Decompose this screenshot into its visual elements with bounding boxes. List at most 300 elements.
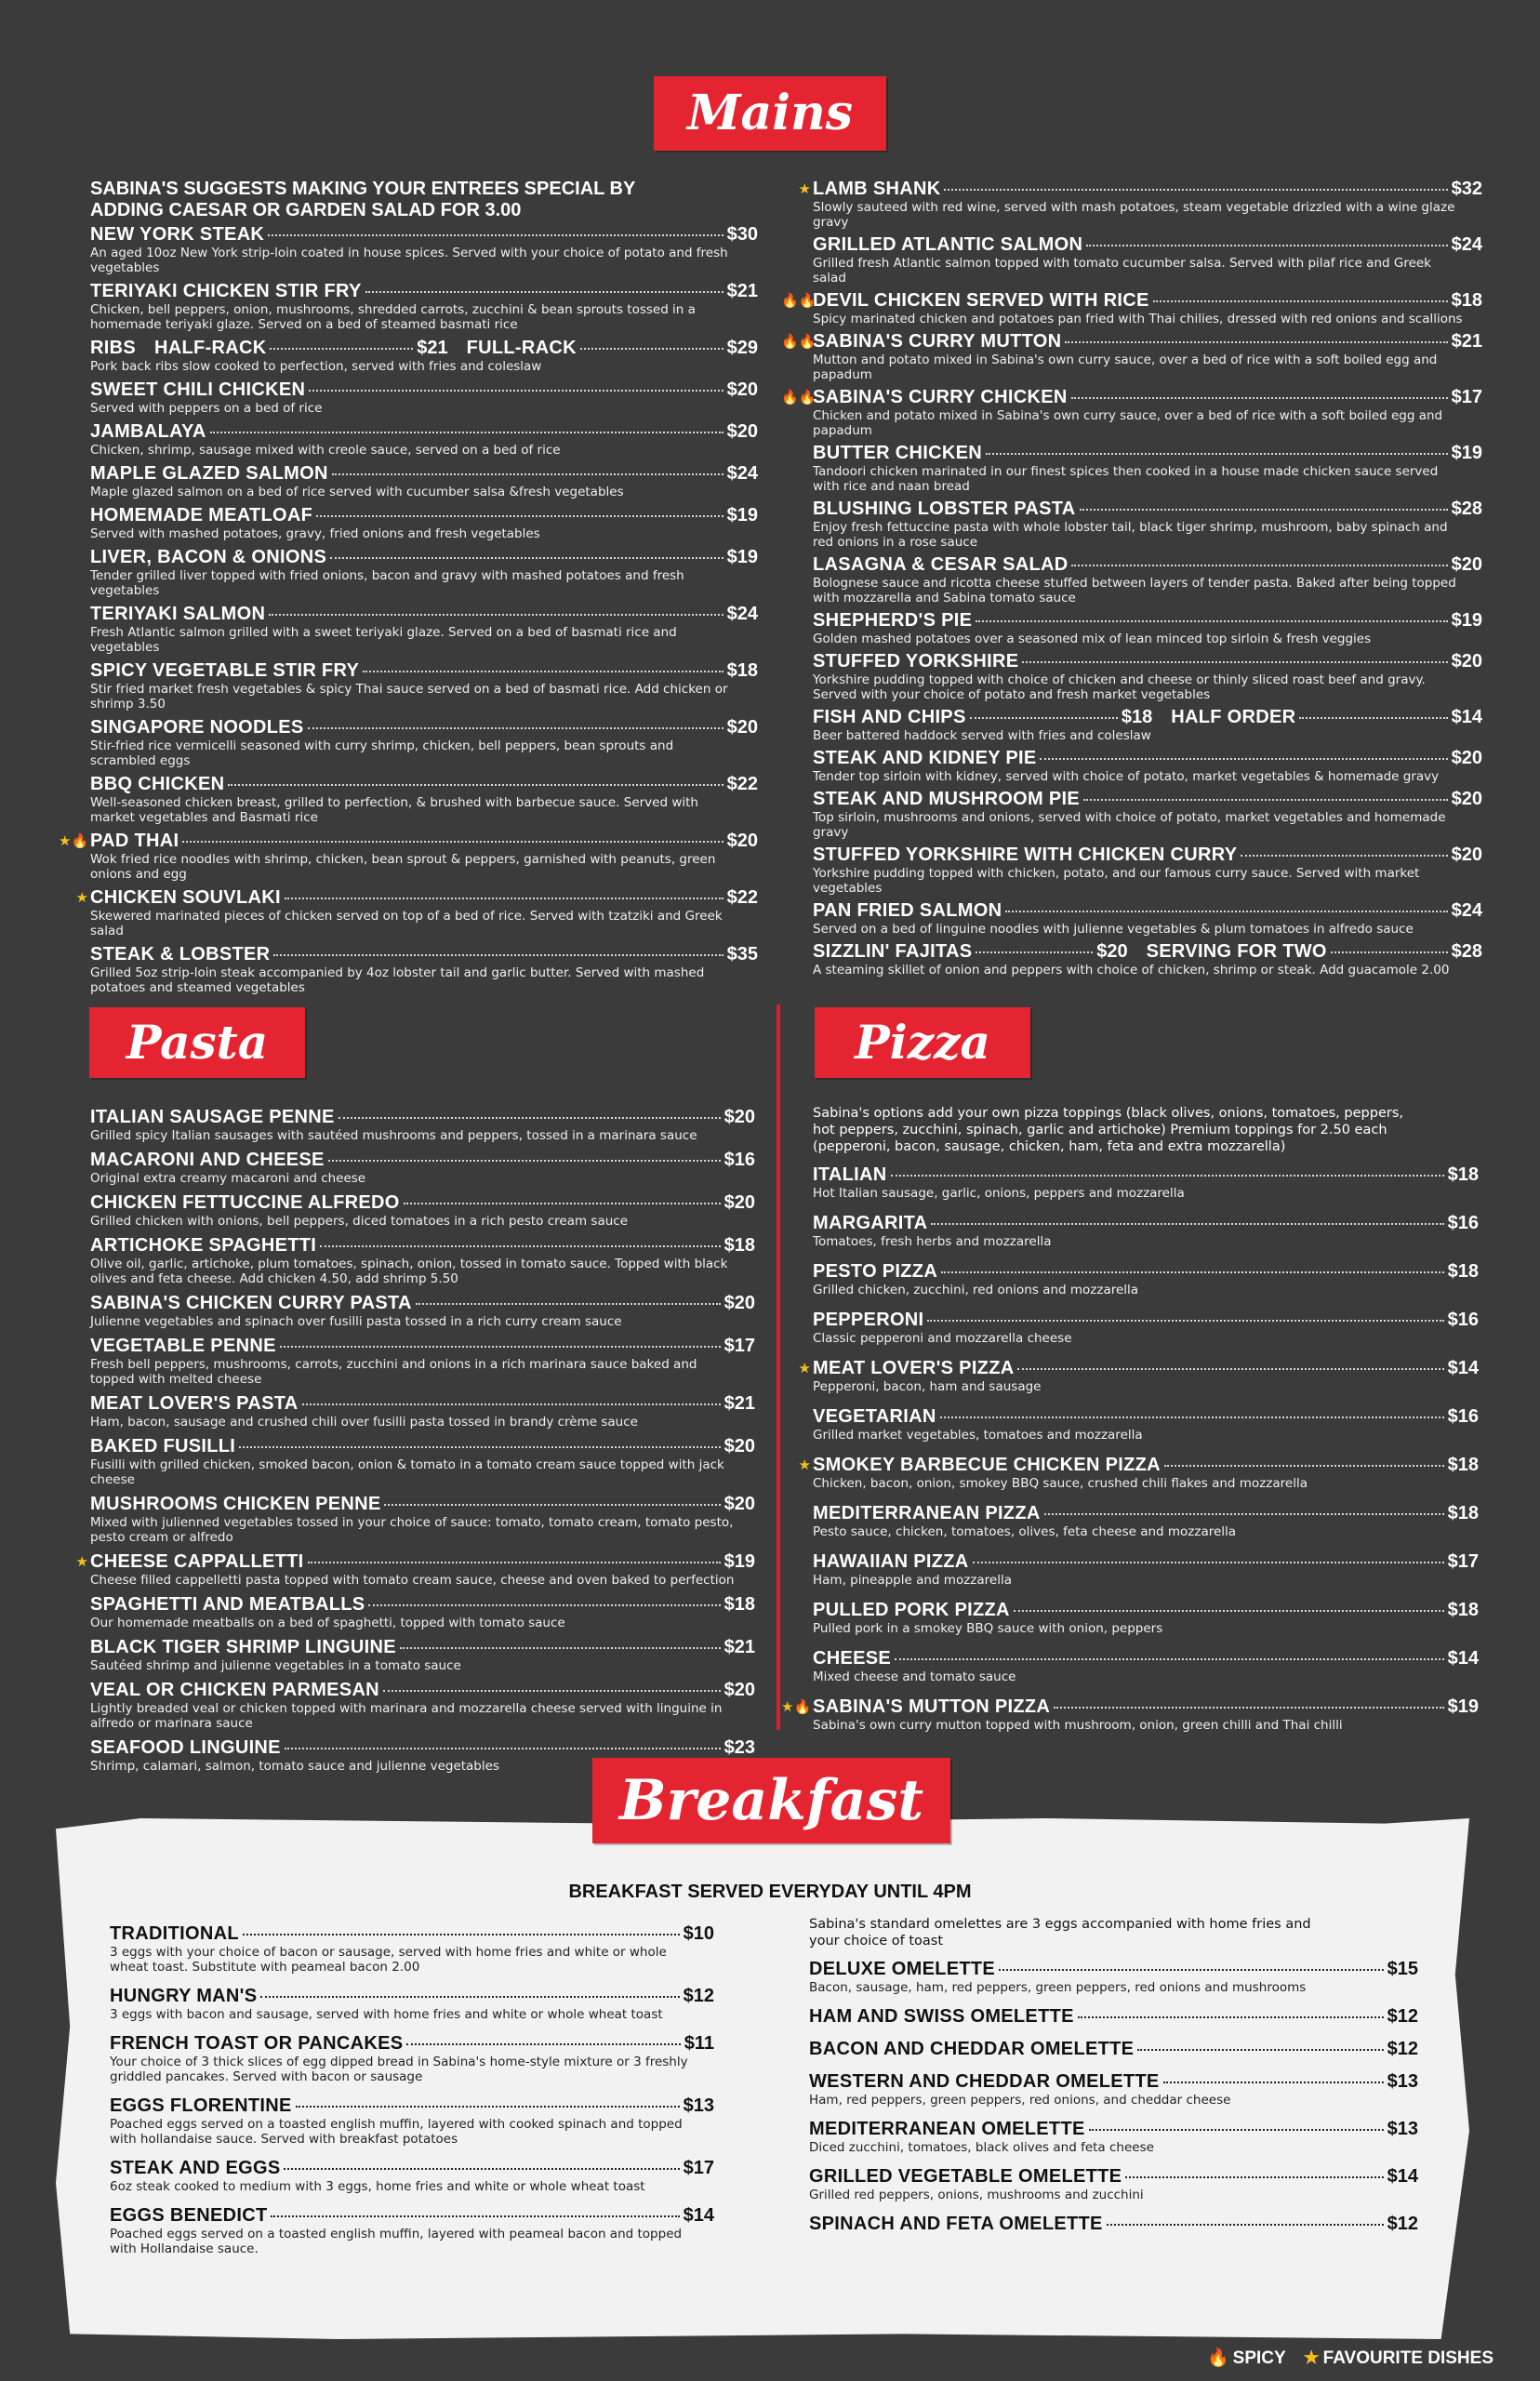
item-description: Grilled fresh Atlantic salmon topped with tomato cucumber salsa. Served with pilaf rice and Greek salad [813,256,1432,286]
menu-item [813,1406,1479,1443]
item-price: $19 [726,547,758,567]
dot-leader [285,898,724,899]
item-price: $18 [1447,1164,1479,1185]
item-name: STUFFED YORKSHIRE [813,651,1019,672]
menu-item [809,2071,1418,2108]
dot-leader [1153,300,1448,302]
item-name: BBQ CHICKEN [90,774,225,794]
menu-item [90,1293,755,1329]
dot-leader [973,1562,1444,1563]
item-price: $24 [726,604,758,624]
menu-item [90,1150,755,1186]
item-line [110,1923,714,1945]
dot-leader [895,1658,1444,1660]
item-line [90,281,758,302]
dot-leader [941,1271,1444,1273]
item-line [813,234,1482,256]
dot-leader [332,473,724,475]
item-price: $19 [1447,1696,1479,1717]
item-variant-price: $14 [1451,707,1483,727]
item-price: $12 [1387,2039,1418,2059]
item-line [90,1680,755,1701]
dot-leader [368,1604,720,1606]
star-icon: ★ [75,1553,88,1570]
dot-leader [1086,245,1447,246]
menu-item [813,554,1482,605]
item-description: Bolognese sauce and ricotta cheese stuffed between layers of tender pasta. Baked after being topped with mozzarella and Sabina tomato sauce [813,576,1456,605]
menu-item [813,443,1482,494]
breakfast-left-list [110,1923,714,2256]
menu-item [90,463,758,499]
menu-item [781,331,1482,382]
item-description: Julienne vegetables and spinach over fusilli pasta tossed in a rich curry cream sauce [90,1314,622,1329]
menu-item [90,1107,755,1143]
item-line [90,224,758,246]
item-price: $22 [726,887,758,908]
item-price: $35 [726,944,758,964]
item-price: $16 [1447,1310,1479,1330]
item-description: Served on a bed of linguine noodles with julienne vegetables & plum tomatoes in alfredo sauce [813,922,1414,937]
breakfast-right-list [809,1959,1418,2235]
fire-icon: 🔥 [1206,2348,1229,2368]
item-description: Your choice of 3 thick slices of egg dipped bread in Sabina's home-style mixture or 3 freshly griddled pancakes. Served with bacon or sausage [110,2055,688,2084]
item-description: A steaming skillet of onion and peppers with choice of chicken, shrimp or steak. Add guacamole 2.00 [813,963,1450,978]
item-description: Diced zucchini, tomatoes, black olives and feta cheese [809,2140,1154,2155]
omelette-note: Sabina's standard omelettes are 3 eggs accompanied with home fries and your choice of toast [809,1917,1311,1949]
menu-item [90,774,758,825]
breakfast-hours: BREAKFAST SERVED EVERYDAY UNTIL 4PM [568,1882,972,1902]
item-name: STEAK AND MUSHROOM PIE [813,789,1080,809]
item-name: MARGARITA [813,1213,928,1233]
dot-leader [999,1969,1384,1971]
item-line [90,1336,755,1357]
item-description: Ham, bacon, sausage and crushed chili over fusilli pasta tossed in brandy crème sauce [90,1415,638,1430]
item-price: $24 [1451,900,1482,921]
item-line [809,2119,1418,2140]
item-description: Pesto sauce, chicken, tomatoes, olives, feta cheese and mozzarella [813,1524,1237,1539]
fire-icon: 🔥🔥 [781,292,816,309]
item-line [110,2205,714,2227]
menu-item [813,610,1482,646]
item-name: SABINA'S MUTTON PIZZA [813,1696,1051,1717]
item-variant-price: $18 [1121,707,1153,727]
dot-leader [891,1175,1444,1177]
item-line [90,1637,755,1658]
item-description: Olive oil, garlic, artichoke, plum tomatoes, spinach, onion, tossed in tomato sauce. Topped with black olives and feta cheese. Add chicken 4.50, add shrimp 5.50 [90,1257,728,1286]
item-description: Tandoori chicken marinated in our finest spices then cooked in a house made chicken sauce served with rice and naan bread [813,464,1439,494]
star-icon: ★ [75,889,88,906]
item-name: TRADITIONAL [110,1923,239,1944]
item-name: RIBS [90,338,136,358]
menu-item [813,651,1482,702]
item-name: PAD THAI [90,831,179,851]
item-name: MACARONI AND CHEESE [90,1150,325,1170]
item-price: $10 [683,1923,714,1944]
item-price: $20 [726,421,758,442]
item-line [813,290,1482,312]
item-name: LAMB SHANK [813,179,941,199]
item-description: Grilled chicken with onions, bell peppers, diced tomatoes in a rich pesto cream sauce [90,1214,628,1229]
item-name: STUFFED YORKSHIRE WITH CHICKEN CURRY [813,845,1238,865]
dot-leader [931,1223,1443,1225]
menu-item [813,900,1482,937]
item-description: Stir fried market fresh vegetables & spicy Thai sauce served on a bed of basmati rice. Add chicken or shrimp 3.50 [90,682,728,712]
dot-leader [986,453,1448,455]
dot-leader [976,951,1093,953]
item-line [813,610,1482,632]
pizza-list [781,1164,1479,1733]
pizza-column [781,1105,1479,1745]
item-description: Tender top sirloin with kidney, served with choice of potato, market vegetables & homemade gravy [813,769,1440,784]
item-price: $11 [684,2033,714,2054]
item-line [809,2166,1418,2188]
item-line [813,331,1482,352]
item-price: $14 [683,2205,714,2226]
item-price: $20 [724,1680,755,1700]
item-line [90,1192,755,1214]
dot-leader [383,1690,721,1692]
menu-item [75,887,758,938]
item-description: Beer battered haddock served with fries and coleslaw [813,728,1151,743]
item-price: $18 [1451,290,1482,311]
item-description: Maple glazed salmon on a bed of rice served with cucumber salsa &fresh vegetables [90,485,624,499]
dot-leader [1054,1707,1443,1709]
dot-leader [273,954,723,956]
mains-right-list [781,179,1483,978]
item-line [813,1648,1479,1669]
item-name: SPAGHETTI AND MEATBALLS [90,1594,365,1615]
item-name: DELUXE OMELETTE [809,1959,996,1979]
legend-favourite: FAVOURITE DISHES [1322,2348,1494,2368]
item-price: $20 [1451,748,1482,768]
item-price: $19 [1451,443,1482,463]
item-price: $17 [683,2158,714,2178]
fire-icon: 🔥 [793,1698,812,1715]
item-line [809,1959,1418,1980]
item-line [813,1310,1479,1331]
item-line [813,845,1482,866]
item-price: $18 [1447,1503,1479,1523]
item-price: $17 [724,1336,755,1356]
item-price: $28 [1451,499,1482,519]
dot-leader [308,727,724,729]
item-variant-name: SERVING FOR TWO [1146,941,1327,962]
item-name: SMOKEY BARBECUE CHICKEN PIZZA [813,1455,1161,1475]
dot-leader [363,671,724,672]
item-name: SHEPHERD'S PIE [813,610,973,631]
item-line [90,1393,755,1415]
menu-item [90,604,758,655]
menu-item [781,387,1482,438]
item-name: SABINA'S CURRY MUTTON [813,331,1062,352]
item-description: Classic pepperoni and mozzarella cheese [813,1331,1072,1346]
item-name: LASAGNA & CESAR SALAD [813,554,1069,575]
item-line [90,547,758,568]
item-name: HUNGRY MAN'S [110,1986,258,2006]
item-description: Fresh bell peppers, mushrooms, carrots, zucchini and onions in a rich marinara sauce baked and topped with melted cheese [90,1357,697,1387]
item-line [813,1213,1479,1234]
breakfast-left-column [110,1923,714,2268]
item-variant-price: $28 [1451,941,1482,962]
menu-item [59,831,758,882]
dot-leader [243,1934,680,1935]
item-variant-price: $20 [1096,941,1128,962]
item-name: PAN FRIED SALMON [813,900,1002,921]
dot-leader [365,291,724,293]
item-price: $20 [726,717,758,738]
item-description: Chicken and potato mixed in Sabina's own curry sauce, over a bed of rice with a soft boiled egg and papadum [813,408,1443,438]
item-description: Served with peppers on a bed of rice [90,401,323,416]
item-price: $21 [724,1393,755,1414]
item-name: DEVIL CHICKEN SERVED WITH RICE [813,290,1149,311]
item-description: Grilled red peppers, onions, mushrooms and zucchini [809,2188,1144,2202]
item-price: $16 [1447,1213,1479,1233]
menu-item [90,944,758,995]
menu-item [110,2158,714,2194]
item-line [90,1107,755,1128]
item-description: Ham, red peppers, green peppers, red onions, and cheddar cheese [809,2093,1231,2108]
item-description: Cheese filled cappelletti pasta topped with tomato cream sauce, cheese and oven baked to perfection [90,1573,735,1588]
fire-icon: 🔥🔥 [781,389,816,406]
menu-item [813,234,1482,286]
dot-leader [1125,2176,1383,2178]
item-price: $18 [1447,1600,1479,1620]
star-icon: ★ [798,1457,811,1473]
favourite-marker [59,1553,88,1570]
menu-item [809,1959,1418,1995]
pasta-heading: Pasta [89,1007,305,1078]
dot-leader [328,1160,721,1162]
menu-item [90,379,758,416]
fire-icon: 🔥🔥 [781,333,816,350]
menu-item [813,941,1482,978]
item-price: $12 [1387,2214,1418,2234]
item-price: $18 [1447,1455,1479,1475]
item-description: Pepperoni, bacon, ham and sausage [813,1379,1042,1394]
favourite-marker [781,1360,811,1377]
dot-leader [1005,911,1447,912]
item-price: $20 [726,379,758,400]
item-price: $19 [726,505,758,525]
item-description: Grilled market vegetables, tomatoes and mozzarella [813,1428,1143,1443]
dot-leader [1137,2049,1383,2051]
item-name: GRILLED ATLANTIC SALMON [813,234,1083,255]
item-price: $22 [726,774,758,794]
menu-item [809,2166,1418,2202]
item-name: ITALIAN SAUSAGE PENNE [90,1107,335,1127]
item-line [90,1293,755,1314]
item-name: BLACK TIGER SHRIMP LINGUINE [90,1637,396,1657]
item-price: $20 [1451,651,1482,672]
menu-item [809,2006,1418,2028]
item-line [90,421,758,443]
dot-leader [1089,2129,1384,2131]
dot-leader [404,1203,721,1204]
dot-leader [1022,661,1447,663]
item-name: SPINACH AND FETA OMELETTE [809,2214,1103,2234]
item-name: MAPLE GLAZED SALMON [90,463,328,484]
favourite-marker [781,1457,811,1473]
menu-item [813,1164,1479,1201]
item-price: $20 [724,1436,755,1457]
item-name: GRILLED VEGETABLE OMELETTE [809,2166,1122,2187]
item-line [813,748,1482,769]
dot-leader [239,1446,721,1448]
item-line [90,717,758,738]
item-line [813,443,1482,464]
item-price: $20 [726,831,758,851]
item-name: STEAK AND KIDNEY PIE [813,748,1037,768]
favourite-marker [781,333,816,350]
item-line [90,831,758,852]
dot-leader [1299,717,1447,719]
pasta-column [75,1107,755,1780]
item-description: Sautéed shrimp and julienne vegetables in a tomato sauce [90,1658,461,1673]
menu-item [90,1594,755,1630]
favourite-marker [781,1698,811,1715]
item-description: Original extra creamy macaroni and cheese [90,1171,366,1186]
item-description: Served with mashed potatoes, gravy, fried onions and fresh vegetables [90,526,540,541]
item-description: Hot Italian sausage, garlic, onions, peppers and mozzarella [813,1186,1185,1201]
item-description: Well-seasoned chicken breast, grilled to perfection, & brushed with barbecue sauce. Served with market vegetables and Basmati rice [90,795,698,825]
item-line [90,604,758,625]
item-line [813,387,1482,408]
dot-leader [269,614,723,616]
item-name: EGGS BENEDICT [110,2205,268,2226]
item-name: MEAT LOVER'S PIZZA [813,1358,1015,1378]
item-name: SWEET CHILI CHICKEN [90,379,306,400]
mains-heading: Mains [654,76,886,151]
menu-item [90,1680,755,1731]
dot-leader [309,390,723,392]
menu-item [809,2119,1418,2155]
favourite-marker [59,832,88,849]
item-line [90,660,758,682]
dot-leader [1331,951,1448,953]
item-line [90,1737,755,1759]
menu-item [110,2095,714,2147]
dot-leader [210,432,724,433]
item-name: ITALIAN [813,1164,887,1185]
dot-leader [944,189,1447,191]
dot-leader [302,1403,721,1405]
dot-leader [1040,758,1447,760]
item-price: $16 [724,1150,755,1170]
fire-icon: 🔥 [71,832,89,849]
menu-item [90,224,758,275]
dot-leader [285,1748,721,1749]
dot-leader [296,2106,680,2108]
menu-item [110,1923,714,1975]
item-name: BUTTER CHICKEN [813,443,982,463]
menu-item [90,547,758,598]
item-line [809,2006,1418,2028]
item-line [90,463,758,485]
item-name: MEDITERRANEAN PIZZA [813,1503,1041,1523]
item-name: PEPPERONI [813,1310,924,1330]
item-line [110,2033,714,2055]
item-line [813,179,1482,200]
item-description: Chicken, bell peppers, onion, mushrooms, shredded carrots, zucchini & bean sprouts tossed in a homemade teriyaki glaze. Served on a bed of steamed basmati rice [90,302,696,332]
menu-item [90,281,758,332]
item-variant-price: $29 [726,338,758,358]
item-description: Tender grilled liver topped with fried onions, bacon and gravy with mashed potatoes and fresh vegetables [90,568,684,598]
dot-leader [1017,1368,1443,1370]
item-price: $13 [1387,2071,1418,2092]
item-description: Pulled pork in a smokey BBQ sauce with onion, peppers [813,1621,1163,1636]
menu-item [90,505,758,541]
star-icon: ★ [781,1698,794,1715]
item-description: Sabina's own curry mutton topped with mushroom, onion, green chilli and Thai chilli [813,1718,1343,1733]
item-price: $21 [726,281,758,301]
menu-item [798,1455,1479,1491]
item-name: SIZZLIN' FAJITAS [813,941,973,962]
dot-leader [1107,2224,1384,2226]
item-description: Enjoy fresh fettuccine pasta with whole lobster tail, black tiger shrimp, mushroom, baby spinach and red onions in a rose sauce [813,520,1448,550]
menu-item [813,1600,1479,1636]
dot-leader [1044,1513,1444,1515]
menu-item [90,1235,755,1286]
item-description: Grilled spicy Italian sausages with sautéed mushrooms and peppers, tossed in a marinara sauce [90,1128,697,1143]
item-name: BACON AND CHEDDAR OMELETTE [809,2039,1135,2059]
dot-leader [1163,2082,1384,2083]
item-name: TERIYAKI SALMON [90,604,266,624]
item-price: $14 [1447,1648,1479,1669]
favourite-marker [59,889,88,906]
mains-left-column [59,179,758,1001]
dot-leader [260,1996,679,1998]
item-price: $21 [1451,331,1482,352]
menu-item [813,789,1482,840]
item-name: SABINA'S CHICKEN CURRY PASTA [90,1293,412,1313]
menu-item [813,748,1482,784]
menu-item [813,707,1482,743]
dot-leader [976,620,1447,622]
item-line [813,1503,1479,1524]
dot-leader [1241,855,1447,857]
item-name: BAKED FUSILLI [90,1436,236,1457]
item-description: Mutton and potato mixed in Sabina's own curry sauce, over a bed of rice with a soft boiled egg and papadum [813,352,1438,382]
item-line [809,2214,1418,2235]
dot-leader [384,1504,720,1506]
item-line [813,1261,1479,1283]
item-price: $21 [724,1637,755,1657]
item-price: $14 [1447,1358,1479,1378]
item-name: SPICY VEGETABLE STIR FRY [90,660,360,681]
item-description: Poached eggs served on a toasted english muffin, layered with peameal bacon and topped with Hollandaise sauce. [110,2227,683,2256]
menu-item [798,1358,1479,1394]
item-line [813,900,1482,922]
dot-leader [182,841,723,843]
item-price: $30 [726,224,758,245]
item-name: VEAL OR CHICKEN PARMESAN [90,1680,379,1700]
item-price: $20 [1451,554,1482,575]
item-price: $20 [724,1293,755,1313]
item-description: Skewered marinated pieces of chicken served on top of a bed of rice. Served with tzatziki and Greek salad [90,909,723,938]
item-price: $20 [724,1494,755,1514]
item-line [813,707,1482,728]
menu-item [813,1213,1479,1249]
pizza-toppings-note: Sabina's options add your own pizza toppings (black olives, onions, tomatoes, peppers, hot peppers, zucchini, spinach, garlic and artichoke) Premium toppings for 2.50 each (pepperoni, bacon, sausage, chicken, ham, feta and extra mozzarella) [813,1106,1403,1154]
item-description: Grilled chicken, zucchini, red onions and mozzarella [813,1283,1139,1297]
item-description: An aged 10oz New York strip-loin coated in house spices. Served with your choice of potato and fresh vegetables [90,246,728,275]
mains-salad-note: SABINA'S SUGGESTS MAKING YOUR ENTREES SPECIAL BY ADDING CAESAR OR GARDEN SALAD FOR 3.00 [90,179,635,220]
item-description: Yorkshire pudding topped with chicken, potato, and our famous curry sauce. Served with market vegetables [813,866,1420,896]
item-description: Tomatoes, fresh herbs and mozzarella [813,1234,1052,1249]
menu-item [90,1336,755,1387]
item-price: $19 [1451,610,1482,631]
menu-item [110,2033,714,2084]
